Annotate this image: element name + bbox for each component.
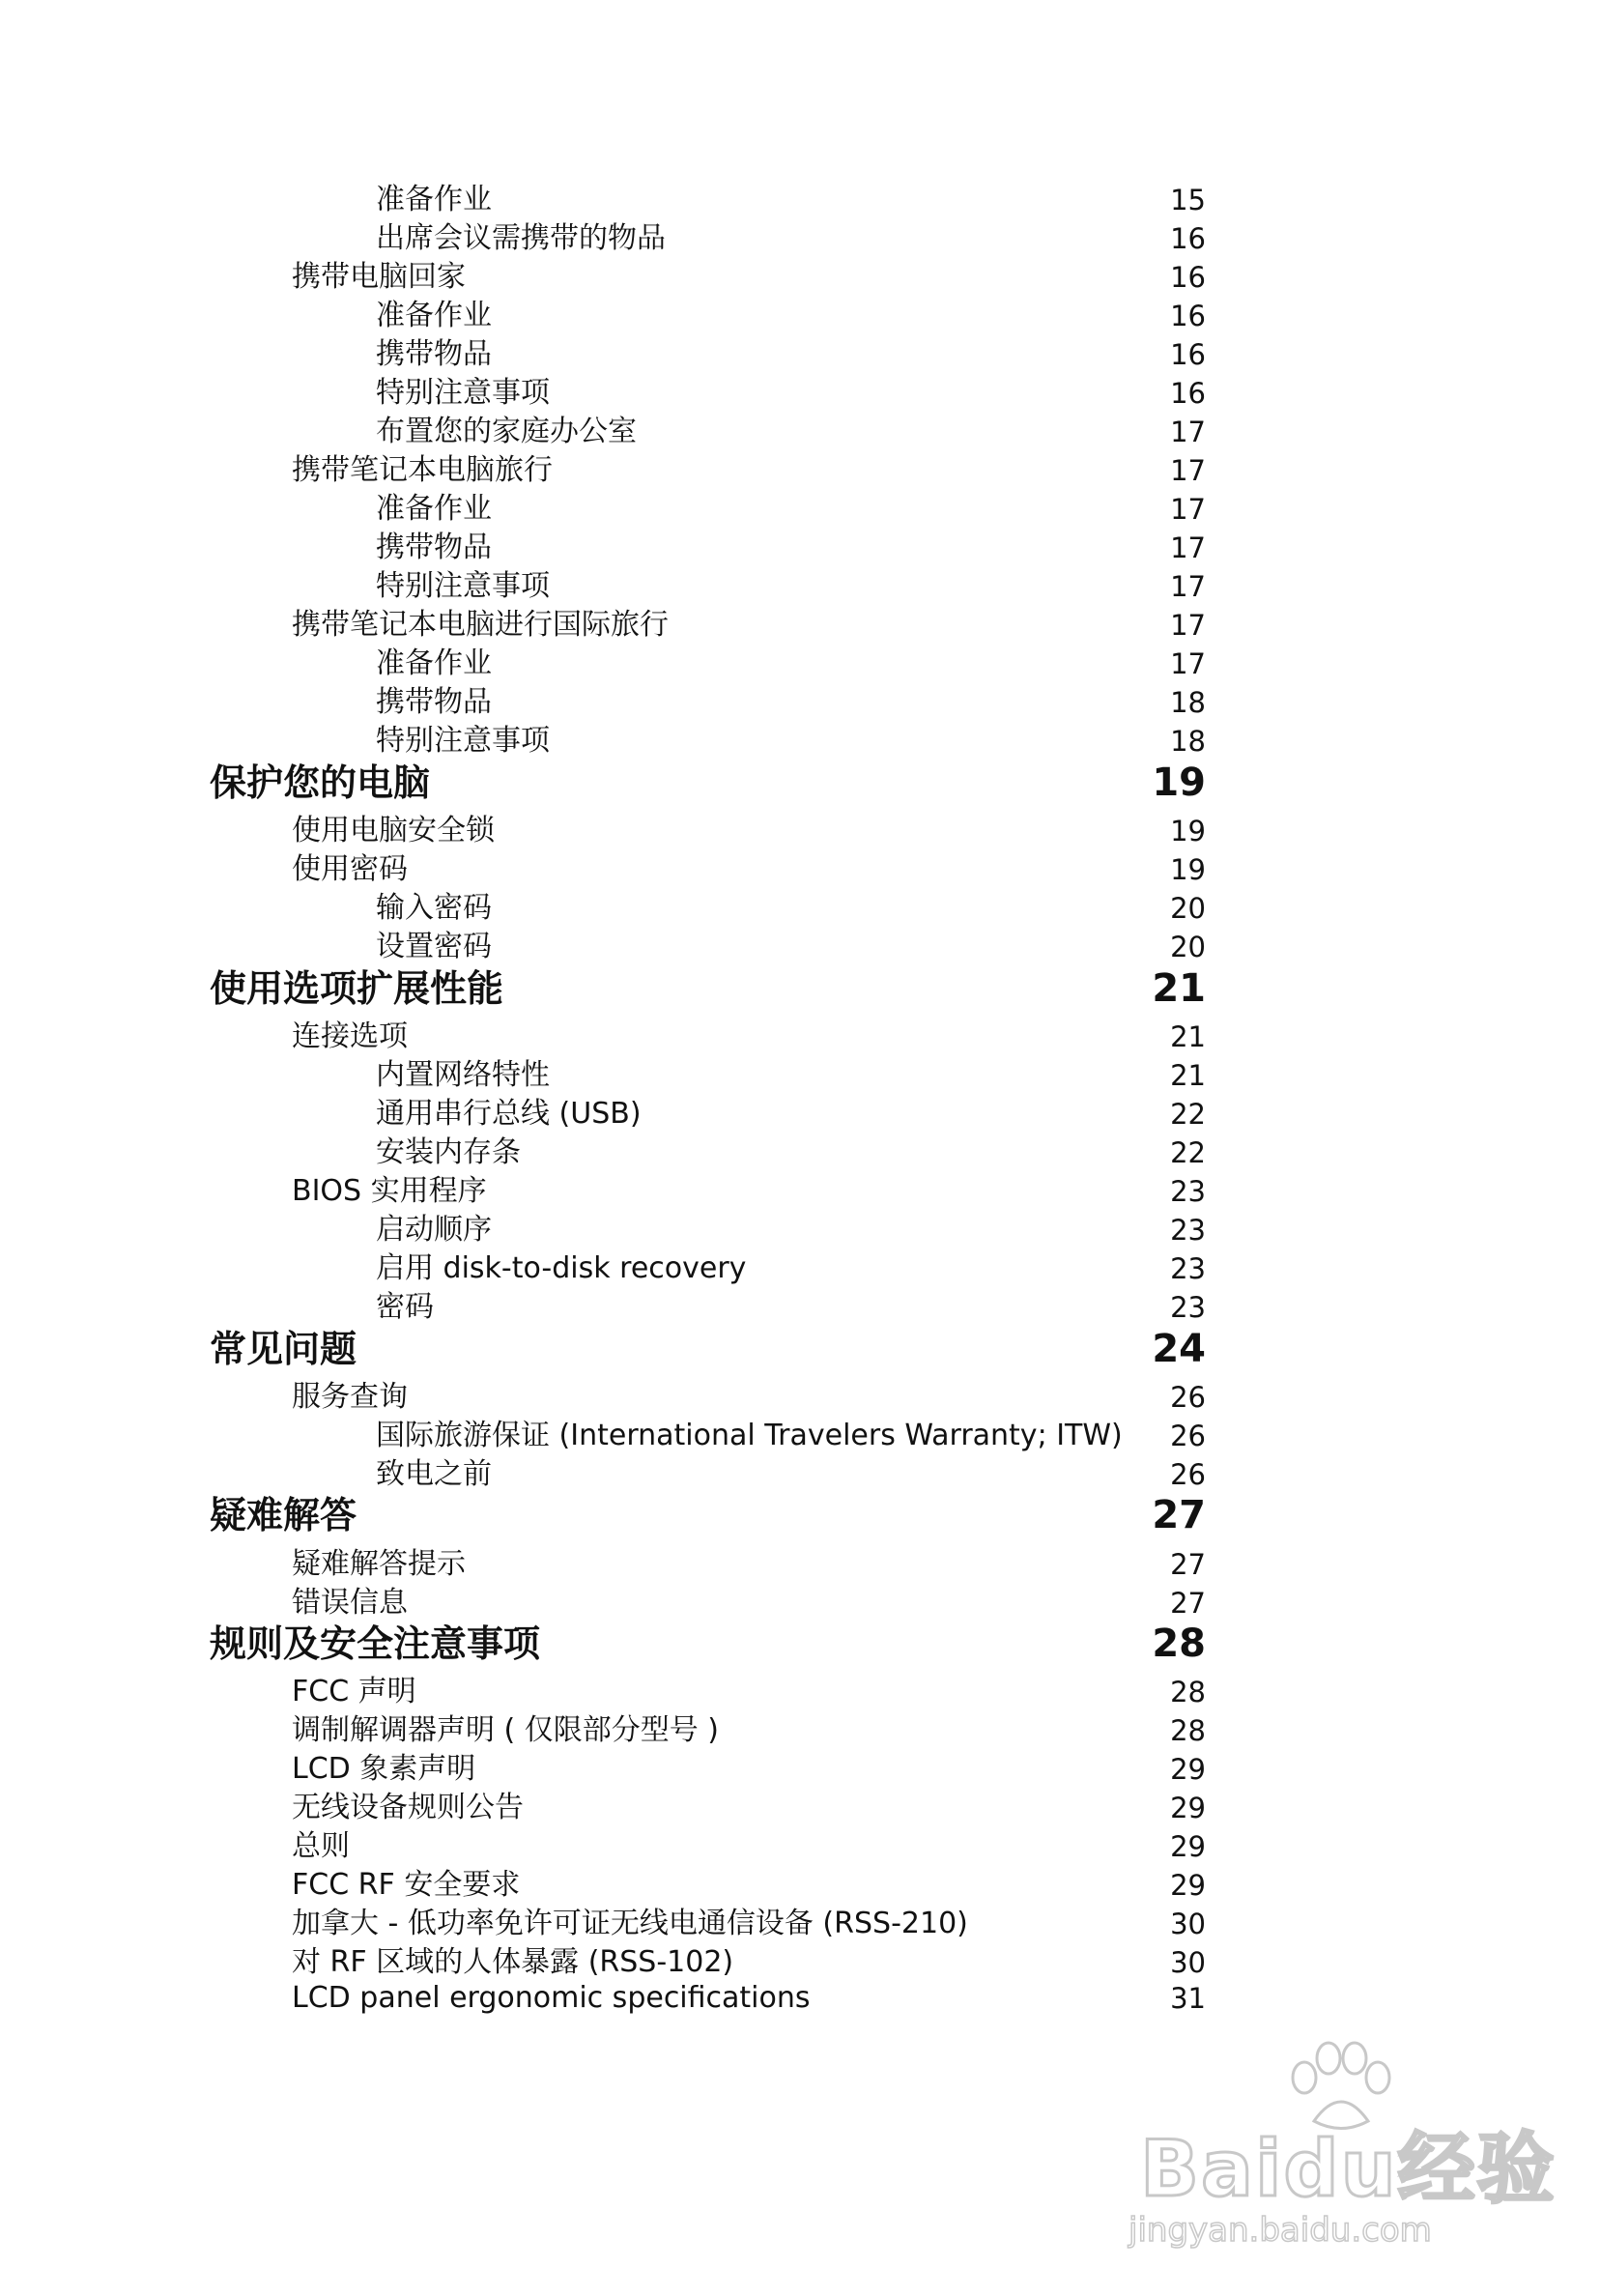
toc-entry-level-2[interactable] xyxy=(0,1172,1600,1211)
toc-entry-title: 特别注意事项 xyxy=(376,569,550,603)
toc-entry-page-number: 19 xyxy=(1152,761,1206,805)
toc-entry-title: 使用选项扩展性能 xyxy=(210,967,504,1010)
toc-entry-level-3[interactable] xyxy=(0,1249,1600,1288)
toc-entry-page-number: 21 xyxy=(1152,966,1206,1011)
toc-entry-title: 服务查询 xyxy=(292,1380,408,1414)
toc-entry-level-2[interactable] xyxy=(0,1789,1600,1827)
toc-entry-page-number: 16 xyxy=(1170,338,1206,371)
toc-entry-level-3[interactable] xyxy=(0,1417,1600,1455)
toc-entry-title: 调制解调器声明 ( 仅限部分型号 ) xyxy=(292,1713,720,1747)
toc-entry-page-number: 28 xyxy=(1152,1622,1206,1666)
toc-entry-page-number: 17 xyxy=(1170,570,1206,603)
toc-entry-level-2[interactable] xyxy=(0,1750,1600,1789)
toc-entry-title: 布置您的家庭办公室 xyxy=(376,415,637,448)
toc-entry-level-2[interactable] xyxy=(0,1827,1600,1866)
toc-entry-page-number: 18 xyxy=(1170,686,1206,719)
toc-entry-level-2[interactable] xyxy=(0,812,1600,850)
toc-entry-page-number: 31 xyxy=(1170,1982,1206,2015)
toc-entry-page-number: 19 xyxy=(1170,853,1206,886)
toc-entry-page-number: 20 xyxy=(1170,892,1206,925)
toc-entry-title: 疑难解答 xyxy=(210,1494,357,1536)
toc-entry-title: FCC 声明 xyxy=(292,1675,416,1708)
toc-entry-page-number: 17 xyxy=(1170,647,1206,680)
toc-entry-page-number: 29 xyxy=(1170,1830,1206,1863)
toc-entry-page-number: 15 xyxy=(1170,184,1206,216)
toc-entry-title: 特别注意事项 xyxy=(376,724,550,758)
toc-entry-page-number: 16 xyxy=(1170,261,1206,294)
toc-entry-level-3[interactable] xyxy=(0,374,1600,413)
toc-entry-page-number: 26 xyxy=(1170,1420,1206,1452)
toc-entry-page-number: 24 xyxy=(1152,1327,1206,1371)
toc-entry-title: 通用串行总线 (USB) xyxy=(376,1097,642,1131)
baidu-jingyan-watermark xyxy=(1121,2039,1557,2261)
toc-entry-page-number: 17 xyxy=(1170,609,1206,642)
toc-entry-level-3[interactable] xyxy=(0,529,1600,567)
toc-entry-page-number: 17 xyxy=(1170,531,1206,564)
toc-entry-page-number: 17 xyxy=(1170,416,1206,448)
toc-entry-page-number: 27 xyxy=(1170,1587,1206,1620)
toc-entry-page-number: 23 xyxy=(1170,1291,1206,1324)
toc-entry-level-3[interactable] xyxy=(0,889,1600,928)
toc-entry-level-3[interactable] xyxy=(0,645,1600,683)
toc-entry-level-2[interactable] xyxy=(0,1018,1600,1056)
toc-entry-title: 携带物品 xyxy=(376,685,492,719)
toc-entry-page-number: 28 xyxy=(1170,1676,1206,1708)
toc-entry-level-2[interactable] xyxy=(0,1673,1600,1711)
toc-entry-level-1[interactable] xyxy=(0,1327,1600,1371)
toc-entry-title: 准备作业 xyxy=(376,492,492,526)
toc-entry-title: 携带笔记本电脑旅行 xyxy=(292,453,553,487)
toc-entry-page-number: 21 xyxy=(1170,1020,1206,1053)
toc-entry-level-3[interactable] xyxy=(0,567,1600,606)
toc-entry-level-2[interactable] xyxy=(0,1866,1600,1905)
toc-entry-title: 携带笔记本电脑进行国际旅行 xyxy=(292,608,669,642)
toc-entry-level-3[interactable] xyxy=(0,683,1600,722)
toc-entry-page-number: 27 xyxy=(1152,1493,1206,1537)
toc-entry-page-number: 27 xyxy=(1170,1548,1206,1581)
toc-entry-page-number: 30 xyxy=(1170,1908,1206,1940)
toc-entry-level-3[interactable] xyxy=(0,1095,1600,1134)
toc-entry-level-1[interactable] xyxy=(0,761,1600,805)
toc-entry-level-2[interactable] xyxy=(0,606,1600,645)
toc-entry-level-3[interactable] xyxy=(0,181,1600,219)
toc-entry-title: 出席会议需携带的物品 xyxy=(376,221,666,255)
toc-entry-level-2[interactable] xyxy=(0,1711,1600,1750)
toc-entry-level-3[interactable] xyxy=(0,219,1600,258)
toc-entry-title: 内置网络特性 xyxy=(376,1058,550,1092)
toc-entry-page-number: 23 xyxy=(1170,1214,1206,1247)
toc-entry-title: 准备作业 xyxy=(376,646,492,680)
toc-entry-title: 致电之前 xyxy=(376,1457,492,1491)
toc-entry-level-3[interactable] xyxy=(0,1134,1600,1172)
toc-entry-title: 总则 xyxy=(292,1829,350,1863)
toc-entry-page-number: 22 xyxy=(1170,1098,1206,1131)
toc-entry-title: 安装内存条 xyxy=(376,1135,521,1169)
toc-entry-level-3[interactable] xyxy=(0,413,1600,451)
toc-entry-level-2[interactable] xyxy=(0,451,1600,490)
toc-entry-level-3[interactable] xyxy=(0,297,1600,335)
toc-entry-level-3[interactable] xyxy=(0,1288,1600,1327)
toc-entry-page-number: 16 xyxy=(1170,222,1206,255)
toc-entry-title: 设置密码 xyxy=(376,930,492,963)
toc-entry-title: 启动顺序 xyxy=(376,1213,492,1247)
toc-entry-title: 使用电脑安全锁 xyxy=(292,814,495,847)
toc-entry-level-2[interactable] xyxy=(0,1979,1600,2018)
toc-entry-title: LCD 象素声明 xyxy=(292,1752,476,1786)
toc-entry-level-3[interactable] xyxy=(0,1211,1600,1249)
toc-entry-title: 对 RF 区域的人体暴露 (RSS-102) xyxy=(292,1945,734,1979)
toc-entry-title: 准备作业 xyxy=(376,299,492,332)
toc-entry-page-number: 21 xyxy=(1170,1059,1206,1092)
toc-entry-level-2[interactable] xyxy=(0,1378,1600,1417)
toc-entry-title: 连接选项 xyxy=(292,1019,408,1053)
toc-entry-page-number: 16 xyxy=(1170,377,1206,410)
toc-entry-page-number: 23 xyxy=(1170,1252,1206,1285)
toc-entry-title: 携带电脑回家 xyxy=(292,260,466,294)
toc-entry-level-2[interactable] xyxy=(0,1905,1600,1943)
watermark-url: jingyan.baidu.com xyxy=(1129,2211,1432,2250)
toc-entry-page-number: 17 xyxy=(1170,493,1206,526)
toc-entry-level-1[interactable] xyxy=(0,966,1600,1011)
toc-entry-page-number: 28 xyxy=(1170,1714,1206,1747)
toc-entry-title: 特别注意事项 xyxy=(376,376,550,410)
toc-entry-title: 保护您的电脑 xyxy=(210,761,431,804)
toc-entry-title: 启用 disk-to-disk recovery xyxy=(376,1251,747,1285)
toc-entry-title: 准备作业 xyxy=(376,183,492,216)
toc-entry-title: FCC RF 安全要求 xyxy=(292,1868,521,1902)
toc-entry-level-2[interactable] xyxy=(0,850,1600,889)
toc-entry-title: 使用密码 xyxy=(292,852,408,886)
toc-entry-page-number: 19 xyxy=(1170,815,1206,847)
toc-entry-title: 国际旅游保证 (International Travelers Warranty; ITW) xyxy=(376,1419,1123,1452)
toc-entry-level-1[interactable] xyxy=(0,1622,1600,1666)
toc-entry-level-3[interactable] xyxy=(0,335,1600,374)
toc-entry-page-number: 29 xyxy=(1170,1869,1206,1902)
toc-entry-level-2[interactable] xyxy=(0,1545,1600,1584)
toc-entry-title: 输入密码 xyxy=(376,891,492,925)
toc-entry-page-number: 22 xyxy=(1170,1136,1206,1169)
toc-entry-page-number: 29 xyxy=(1170,1792,1206,1824)
toc-entry-level-3[interactable] xyxy=(0,1455,1600,1494)
toc-entry-title: 错误信息 xyxy=(292,1586,408,1620)
toc-entry-page-number: 30 xyxy=(1170,1946,1206,1979)
toc-entry-title: 携带物品 xyxy=(376,531,492,564)
toc-entry-title: 常见问题 xyxy=(210,1328,357,1370)
toc-entry-title: 规则及安全注意事项 xyxy=(210,1622,541,1665)
toc-entry-level-2[interactable] xyxy=(0,1943,1600,1982)
toc-entry-level-3[interactable] xyxy=(0,722,1600,761)
toc-entry-title: 密码 xyxy=(376,1290,434,1324)
toc-entry-level-3[interactable] xyxy=(0,928,1600,966)
toc-entry-title: LCD panel ergonomic specifications xyxy=(292,1981,811,2015)
toc-entry-page-number: 23 xyxy=(1170,1175,1206,1208)
toc-entry-level-2[interactable] xyxy=(0,258,1600,297)
toc-entry-level-3[interactable] xyxy=(0,1056,1600,1095)
toc-entry-page-number: 18 xyxy=(1170,725,1206,758)
toc-entry-level-2[interactable] xyxy=(0,1584,1600,1622)
toc-entry-page-number: 26 xyxy=(1170,1381,1206,1414)
toc-entry-title: 携带物品 xyxy=(376,337,492,371)
watermark-logo-text: Baidu经验 xyxy=(1140,2124,1557,2214)
toc-entry-page-number: 29 xyxy=(1170,1753,1206,1786)
toc-entry-page-number: 17 xyxy=(1170,454,1206,487)
toc-entry-page-number: 16 xyxy=(1170,300,1206,332)
toc-entry-title: 无线设备规则公告 xyxy=(292,1791,524,1824)
toc-entry-title: 加拿大 - 低功率免许可证无线电通信设备 (RSS-210) xyxy=(292,1907,968,1940)
toc-entry-level-3[interactable] xyxy=(0,490,1600,529)
toc-entry-page-number: 26 xyxy=(1170,1458,1206,1491)
toc-entry-level-1[interactable] xyxy=(0,1493,1600,1537)
toc-entry-title: 疑难解答提示 xyxy=(292,1547,466,1581)
toc-entry-page-number: 20 xyxy=(1170,931,1206,963)
toc-entry-title: BIOS 实用程序 xyxy=(292,1174,487,1208)
